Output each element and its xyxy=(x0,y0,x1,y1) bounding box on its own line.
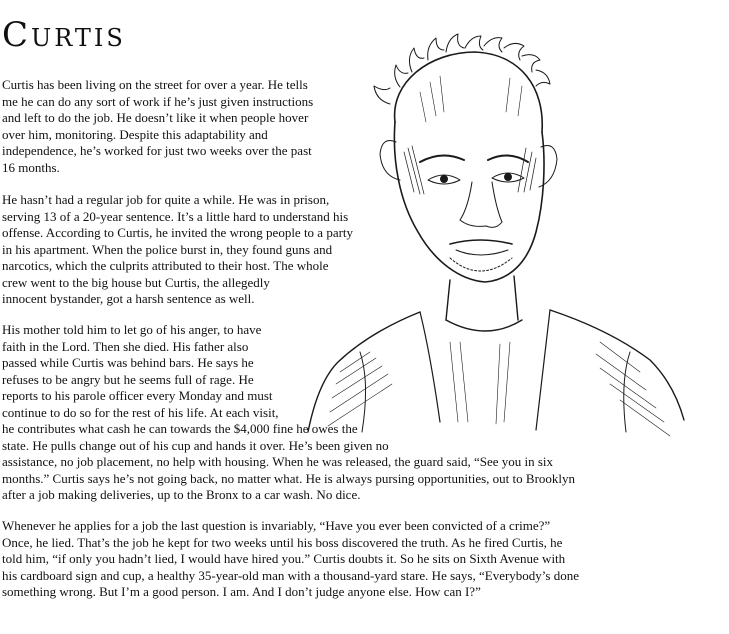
text-line: Once, he lied. That’s the job he kept for two weeks until his boss discovered the truth. As he fired Curtis, he xyxy=(2,534,563,550)
text-line: 16 months. xyxy=(2,159,60,175)
text-line: after a job making deliveries, up to the Bronx to a car wash. No dice. xyxy=(2,487,361,502)
text-line: months.” Curtis says he’s not going back, no matter what. He is always pursing opportunities, out to Brooklyn xyxy=(2,470,576,486)
paragraph-1 xyxy=(2,77,313,176)
text-line: Curtis has been living on the street for over a year. He tells xyxy=(2,77,308,92)
paragraph-4 xyxy=(2,518,579,601)
text-line: me he can do any sort of work if he’s just given instructions xyxy=(2,93,314,109)
text-line: and left to do the job. He doesn’t like it when people hover xyxy=(2,110,309,125)
text-line: state. He pulls change out of his cup and hands it over. He’s been given no xyxy=(2,437,389,453)
text-line: in his apartment. When the police burst in, they found guns and xyxy=(2,241,333,257)
text-line: serving 13 of a 20-year sentence. It’s a little hard to understand his xyxy=(2,208,349,224)
text-line: something wrong. But I’m a good person. I am. And I don’t judge anyone else. How can I?” xyxy=(2,584,481,599)
text-line: told him, “if only you hadn’t lied, I would have hired you.” Curtis doubts it. So he sits on Sixth Avenue with xyxy=(2,551,566,566)
text-line: passed while Curtis was behind bars. He says he xyxy=(2,355,254,370)
text-line: continue to do so for the rest of his life. At each visit, xyxy=(2,404,279,420)
text-line: offense. According to Curtis, he invited the wrong people to a party xyxy=(2,225,354,240)
text-line: assistance, no job placement, no help with housing. When he was released, the guard said, “See you in six xyxy=(2,454,554,469)
paragraph-2 xyxy=(2,192,353,308)
text-line: refuses to be angry but he seems full of rage. He xyxy=(2,371,254,387)
text-line: Whenever he applies for a job the last question is invariably, “Have you ever been convicted of a crime?” xyxy=(2,518,551,533)
text-line: reports to his parole officer every Monday and must xyxy=(2,388,273,403)
page-title: Curtis xyxy=(2,15,126,55)
text-line: narcotics, which the culprits attributed to their host. The whole xyxy=(2,258,329,273)
text-line: innocent bystander, got a harsh sentence as well. xyxy=(2,291,255,306)
text-line: His mother told him to let go of his anger, to have xyxy=(2,322,262,337)
text-line: independence, he’s worked for just two weeks over the past xyxy=(2,143,312,158)
paragraph-3 xyxy=(2,322,575,504)
text-line: faith in the Lord. Then she died. His father also xyxy=(2,338,249,354)
text-line: crew went to the big house but Curtis, the allegedly xyxy=(2,274,270,290)
text-line: his cardboard sign and cup, a healthy 35-year-old man with a thousand-yard stare. He says, “Everybody’s done xyxy=(2,567,579,583)
text-line: he contributes what cash he can towards the $4,000 fine he owes the xyxy=(2,421,358,436)
text-line: He hasn’t had a regular job for quite a while. He was in prison, xyxy=(2,192,330,207)
text-line: over him, monitoring. Despite this adaptability and xyxy=(2,126,268,142)
